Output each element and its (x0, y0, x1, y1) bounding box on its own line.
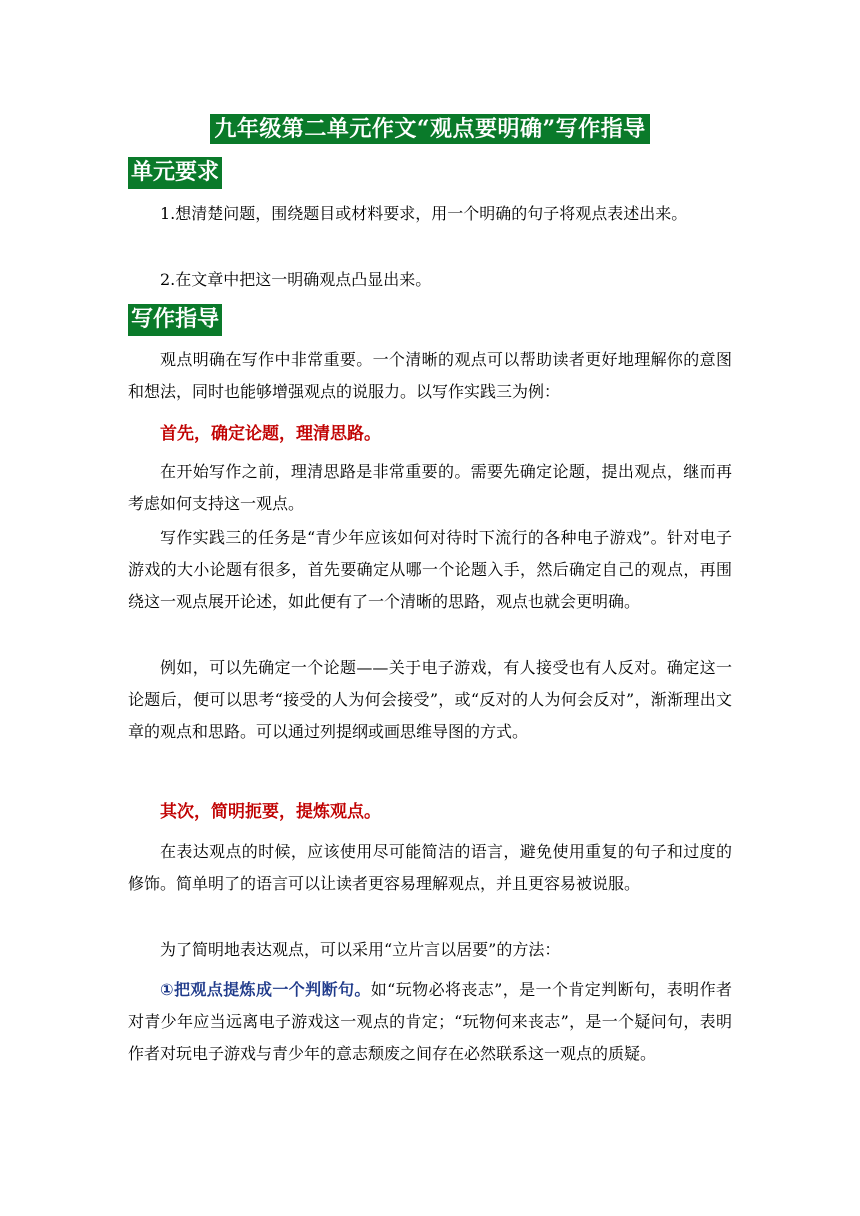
guidance-intro: 观点明确在写作中非常重要。一个清晰的观点可以帮助读者更好地理解你的意图和想法，同时也能够增强观点的说服力。以写作实践三为例： (128, 350, 732, 401)
paragraph-second-2: 为了简明地表达观点，可以采用“立片言以居要”的方法： (160, 940, 561, 959)
point-1-paragraph (128, 974, 732, 1070)
section-heading-requirements: 单元要求 (128, 157, 222, 189)
paragraph-first-3: 例如，可以先确定一个论题——关于电子游戏，有人接受也有人反对。确定这一论题后，便可以思考“接受的人为何会接受”，或“反对的人为何会反对”，渐渐理出文章的观点和思路。可以通过列提纲或画思维导图的方式。 (128, 658, 732, 741)
requirement-item-2: 2.在文章中把这一明确观点凸显出来。 (160, 270, 432, 289)
page-title: 九年级第二单元作文“观点要明确”写作指导 (210, 114, 649, 144)
requirement-item-1: 1.想清楚问题，围绕题目或材料要求，用一个明确的句子将观点表述出来。 (160, 204, 688, 223)
paragraph-first-1: 在开始写作之前，理清思路是非常重要的。需要先确定论题，提出观点，继而再考虑如何支持这一观点。 (128, 462, 732, 513)
point-1-text: 如“玩物必将丧志”，是一个肯定判断句，表明作者对青少年应当远离电子游戏这一观点的肯定；“玩物何来丧志”，是一个疑问句，表明作者对玩电子游戏与青少年的意志颓废之间存在必然联系这一观点的质疑。 (128, 980, 732, 1063)
point-1-label: ①把观点提炼成一个判断句。 (160, 980, 371, 999)
subheading-second: 其次，简明扼要，提炼观点。 (160, 802, 381, 822)
section-heading-guidance: 写作指导 (128, 304, 222, 336)
subheading-first: 首先，确定论题，理清思路。 (160, 424, 381, 444)
title-wrap (0, 114, 860, 144)
paragraph-first-2: 写作实践三的任务是“青少年应该如何对待时下流行的各种电子游戏”。针对电子游戏的大小论题有很多，首先要确定从哪一个论题入手，然后确定自己的观点，再围绕这一观点展开论述，如此便有了一个清晰的思路，观点也就会更明确。 (128, 528, 732, 611)
paragraph-second-1: 在表达观点的时候，应该使用尽可能简洁的语言，避免使用重复的句子和过度的修饰。简单明了的语言可以让读者更容易理解观点，并且更容易被说服。 (128, 842, 732, 893)
